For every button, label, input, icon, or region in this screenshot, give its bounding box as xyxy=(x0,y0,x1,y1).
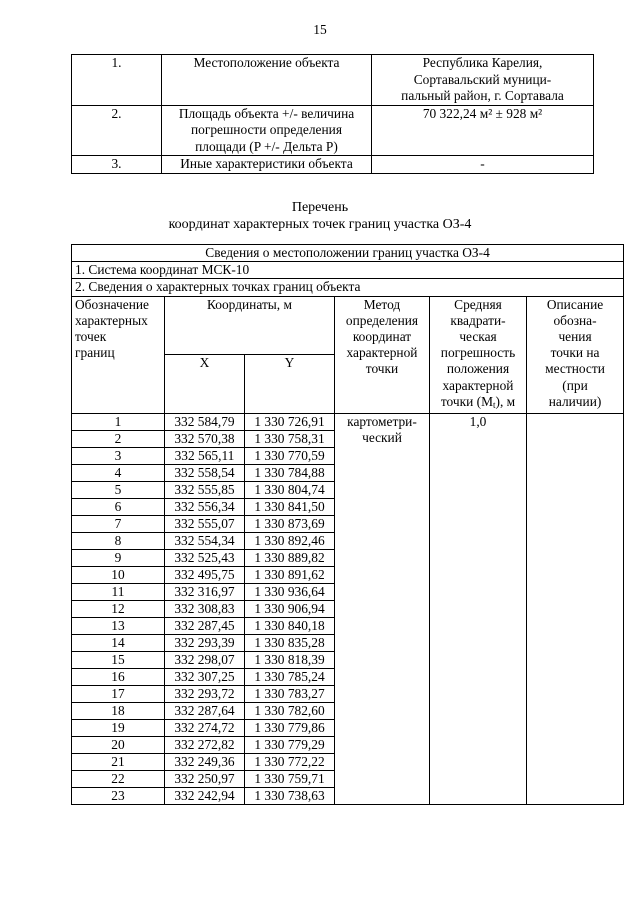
point-y: 1 330 770,59 xyxy=(245,448,335,465)
point-number: 10 xyxy=(72,567,165,584)
point-x: 332 272,82 xyxy=(165,737,245,754)
error-header-line: ческая xyxy=(459,329,497,345)
description-header xyxy=(527,296,624,413)
point-x: 332 570,38 xyxy=(165,431,245,448)
point-y: 1 330 779,86 xyxy=(245,720,335,737)
object-info-number: 2. xyxy=(72,105,162,156)
points-section-row xyxy=(72,279,624,296)
point-x: 332 558,54 xyxy=(165,465,245,482)
error-header xyxy=(430,296,527,413)
point-y: 1 330 782,60 xyxy=(245,703,335,720)
point-number: 13 xyxy=(72,618,165,635)
object-info-value-line: пальный район, г. Сортавала xyxy=(401,88,564,103)
point-number: 8 xyxy=(72,533,165,550)
description-header-line: Описание xyxy=(546,296,604,312)
error-value: 1,0 xyxy=(430,414,527,805)
table-title-row xyxy=(72,245,624,262)
table-title: Сведения о местоположении границ участка ОЗ-4 xyxy=(72,245,624,262)
point-y: 1 330 772,22 xyxy=(245,754,335,771)
point-y: 1 330 891,62 xyxy=(245,567,335,584)
designation-header-line: точек xyxy=(75,329,107,345)
object-info-row xyxy=(72,156,594,174)
method-header-line: характерной xyxy=(346,345,418,361)
designation-header-line: границ xyxy=(75,345,115,361)
point-y: 1 330 784,88 xyxy=(245,465,335,482)
error-header-line: Средняя xyxy=(454,296,502,312)
header-row xyxy=(72,296,624,355)
table-row xyxy=(72,414,624,431)
page-number: 15 xyxy=(313,22,327,37)
point-number: 5 xyxy=(72,482,165,499)
point-number: 14 xyxy=(72,635,165,652)
point-x: 332 293,39 xyxy=(165,635,245,652)
error-header-line: погрешность xyxy=(440,345,516,361)
object-info-value xyxy=(372,105,594,156)
description-header-line: местности xyxy=(545,361,605,377)
point-y: 1 330 892,46 xyxy=(245,533,335,550)
object-info-row xyxy=(72,105,594,156)
method-header xyxy=(335,296,430,413)
point-x: 332 250,97 xyxy=(165,771,245,788)
point-x: 332 308,83 xyxy=(165,601,245,618)
point-number: 1 xyxy=(72,414,165,431)
point-y: 1 330 726,91 xyxy=(245,414,335,431)
y-header: Y xyxy=(245,355,335,414)
object-info-name-line: Площадь объекта +/- величина xyxy=(178,105,355,121)
method-header-line: точки xyxy=(365,361,399,377)
point-number: 15 xyxy=(72,652,165,669)
error-last-prefix: точки (M xyxy=(440,393,493,409)
error-subscript: t xyxy=(493,399,496,410)
heading-subtitle: координат характерных точек границ участка ОЗ-4 xyxy=(168,217,472,232)
boundary-points-table xyxy=(71,244,624,805)
method-header-line: координат xyxy=(352,329,412,345)
method-value-line: картометри- xyxy=(347,414,417,430)
point-x: 332 242,94 xyxy=(165,788,245,805)
error-last-suffix: ), м xyxy=(495,393,516,409)
error-header-line: положения xyxy=(446,361,510,377)
point-y: 1 330 835,28 xyxy=(245,635,335,652)
point-number: 2 xyxy=(72,431,165,448)
error-header-line: квадрати- xyxy=(450,312,506,328)
object-info-number: 3. xyxy=(72,156,162,174)
point-y: 1 330 783,27 xyxy=(245,686,335,703)
point-x: 332 293,72 xyxy=(165,686,245,703)
point-number: 17 xyxy=(72,686,165,703)
object-info-value-line: - xyxy=(480,156,485,171)
point-x: 332 565,11 xyxy=(165,448,245,465)
object-info-table xyxy=(71,54,594,174)
point-x: 332 298,07 xyxy=(165,652,245,669)
point-number: 12 xyxy=(72,601,165,618)
point-y: 1 330 873,69 xyxy=(245,516,335,533)
designation-header-line: характерных xyxy=(75,312,148,328)
point-number: 22 xyxy=(72,771,165,788)
point-x: 332 249,36 xyxy=(165,754,245,771)
object-info-row xyxy=(72,55,594,106)
description-header-line: чения xyxy=(558,329,592,345)
object-info-name xyxy=(162,55,372,106)
point-y: 1 330 779,29 xyxy=(245,737,335,754)
point-x: 332 555,07 xyxy=(165,516,245,533)
point-x: 332 495,75 xyxy=(165,567,245,584)
description-header-line: точки на xyxy=(550,345,600,361)
coordinates-header: Координаты, м xyxy=(165,296,335,355)
designation-header-line: Обозначение xyxy=(75,296,149,312)
point-number: 7 xyxy=(72,516,165,533)
designation-header xyxy=(72,296,165,413)
object-info-name-line: Местоположение объекта xyxy=(193,55,340,70)
list-heading xyxy=(0,199,640,233)
point-x: 332 554,34 xyxy=(165,533,245,550)
point-y: 1 330 785,24 xyxy=(245,669,335,686)
point-number: 20 xyxy=(72,737,165,754)
point-y: 1 330 738,63 xyxy=(245,788,335,805)
point-number: 3 xyxy=(72,448,165,465)
point-number: 19 xyxy=(72,720,165,737)
point-number: 9 xyxy=(72,550,165,567)
point-number: 16 xyxy=(72,669,165,686)
points-section: 2. Сведения о характерных точках границ объекта xyxy=(72,279,624,296)
point-y: 1 330 818,39 xyxy=(245,652,335,669)
object-info-value-line: 70 322,24 м² ± 928 м² xyxy=(422,105,543,121)
point-number: 21 xyxy=(72,754,165,771)
point-x: 332 556,34 xyxy=(165,499,245,516)
description-header-line: наличии) xyxy=(548,393,602,409)
object-info-value-line: Сортавальский муници- xyxy=(413,71,552,87)
point-x: 332 307,25 xyxy=(165,669,245,686)
point-x: 332 584,79 xyxy=(165,414,245,431)
description-value xyxy=(527,414,624,805)
x-header: X xyxy=(165,355,245,414)
object-info-value xyxy=(372,156,594,174)
description-header-line: (при xyxy=(562,377,588,393)
point-x: 332 287,64 xyxy=(165,703,245,720)
method-value-line: ческий xyxy=(362,430,402,446)
object-info-name xyxy=(162,105,372,156)
object-info-name-line: Иные характеристики объекта xyxy=(180,156,353,171)
method-header-line: определения xyxy=(345,312,419,328)
description-header-line: обозна- xyxy=(553,312,597,328)
object-info-value xyxy=(372,55,594,106)
point-number: 23 xyxy=(72,788,165,805)
point-x: 332 525,43 xyxy=(165,550,245,567)
point-number: 6 xyxy=(72,499,165,516)
point-y: 1 330 841,50 xyxy=(245,499,335,516)
object-info-name-line: погрешности определения xyxy=(190,122,342,137)
object-info-number: 1. xyxy=(72,55,162,106)
point-number: 11 xyxy=(72,584,165,601)
heading-title: Перечень xyxy=(291,200,349,215)
point-x: 332 287,45 xyxy=(165,618,245,635)
coordinate-system: 1. Система координат МСК-10 xyxy=(72,262,624,279)
point-y: 1 330 840,18 xyxy=(245,618,335,635)
point-y: 1 330 936,64 xyxy=(245,584,335,601)
point-y: 1 330 759,71 xyxy=(245,771,335,788)
coordinate-system-row xyxy=(72,262,624,279)
point-y: 1 330 758,31 xyxy=(245,431,335,448)
point-y: 1 330 889,82 xyxy=(245,550,335,567)
object-info-name-line: площади (P +/- Дельта P) xyxy=(195,138,338,154)
method-header-line: Метод xyxy=(363,296,401,312)
error-header-line: характерной xyxy=(442,377,514,393)
point-x: 332 555,85 xyxy=(165,482,245,499)
method-value xyxy=(335,414,430,805)
point-x: 332 316,97 xyxy=(165,584,245,601)
point-number: 4 xyxy=(72,465,165,482)
point-x: 332 274,72 xyxy=(165,720,245,737)
point-y: 1 330 906,94 xyxy=(245,601,335,618)
point-number: 18 xyxy=(72,703,165,720)
object-info-value-line: Республика Карелия, xyxy=(422,55,543,70)
object-info-name xyxy=(162,156,372,174)
point-y: 1 330 804,74 xyxy=(245,482,335,499)
